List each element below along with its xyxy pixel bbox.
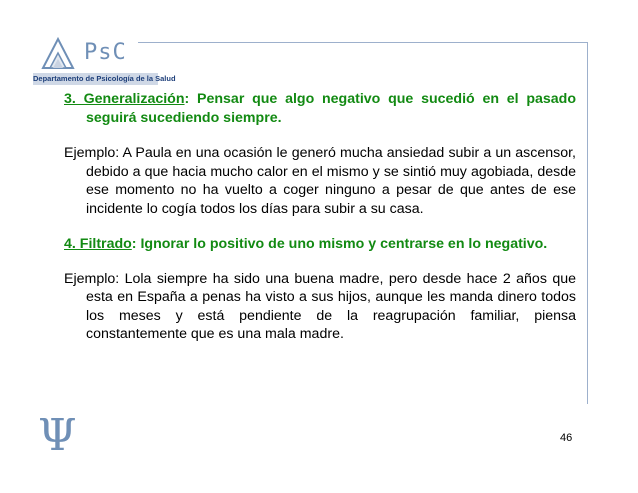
item-4-example: Ejemplo: Lola siempre ha sido una buena madre, pero desde hace 2 años que esta en España a penas ha visto a sus hijos, aunque les manda dinero todos los meses y está pendiente de la reagrupación familiar, piensa constantemente que es una mala madre. <box>64 270 576 342</box>
logo-triangle-icon <box>41 36 75 70</box>
item-3-heading <box>64 90 576 127</box>
logo-brand-text: PsC <box>84 40 127 65</box>
item-4-definition: : Ignorar lo positivo de uno mismo y centrarse en lo negativo. <box>131 236 548 252</box>
frame-right-line <box>587 42 588 404</box>
item-4-term: 4. Filtrado <box>64 236 132 252</box>
frame-top-line <box>138 42 587 43</box>
department-logo <box>33 36 176 86</box>
item-3-definition: : Pensar que algo negativo que sucedió en el pasado seguirá sucediendo siempre. <box>86 91 577 126</box>
page-number: 46 <box>560 432 573 444</box>
psi-symbol-icon: Ψ <box>38 410 77 461</box>
item-3-term: 3. Generalización <box>64 91 185 107</box>
item-4-heading <box>64 235 576 254</box>
slide-content <box>64 90 576 344</box>
logo-department-text: Departamento de Psicología de la Salud <box>33 74 176 83</box>
item-3-example: Ejemplo: A Paula en una ocasión le generó mucha ansiedad subir a un ascensor, debido a que hacia mucho calor en el mismo y se sintió muy agobiada, desde ese momento no ha vuelto a coger ninguno a pesar de que antes de ese incidente lo cogía todos los días para subir a su casa. <box>64 145 576 217</box>
